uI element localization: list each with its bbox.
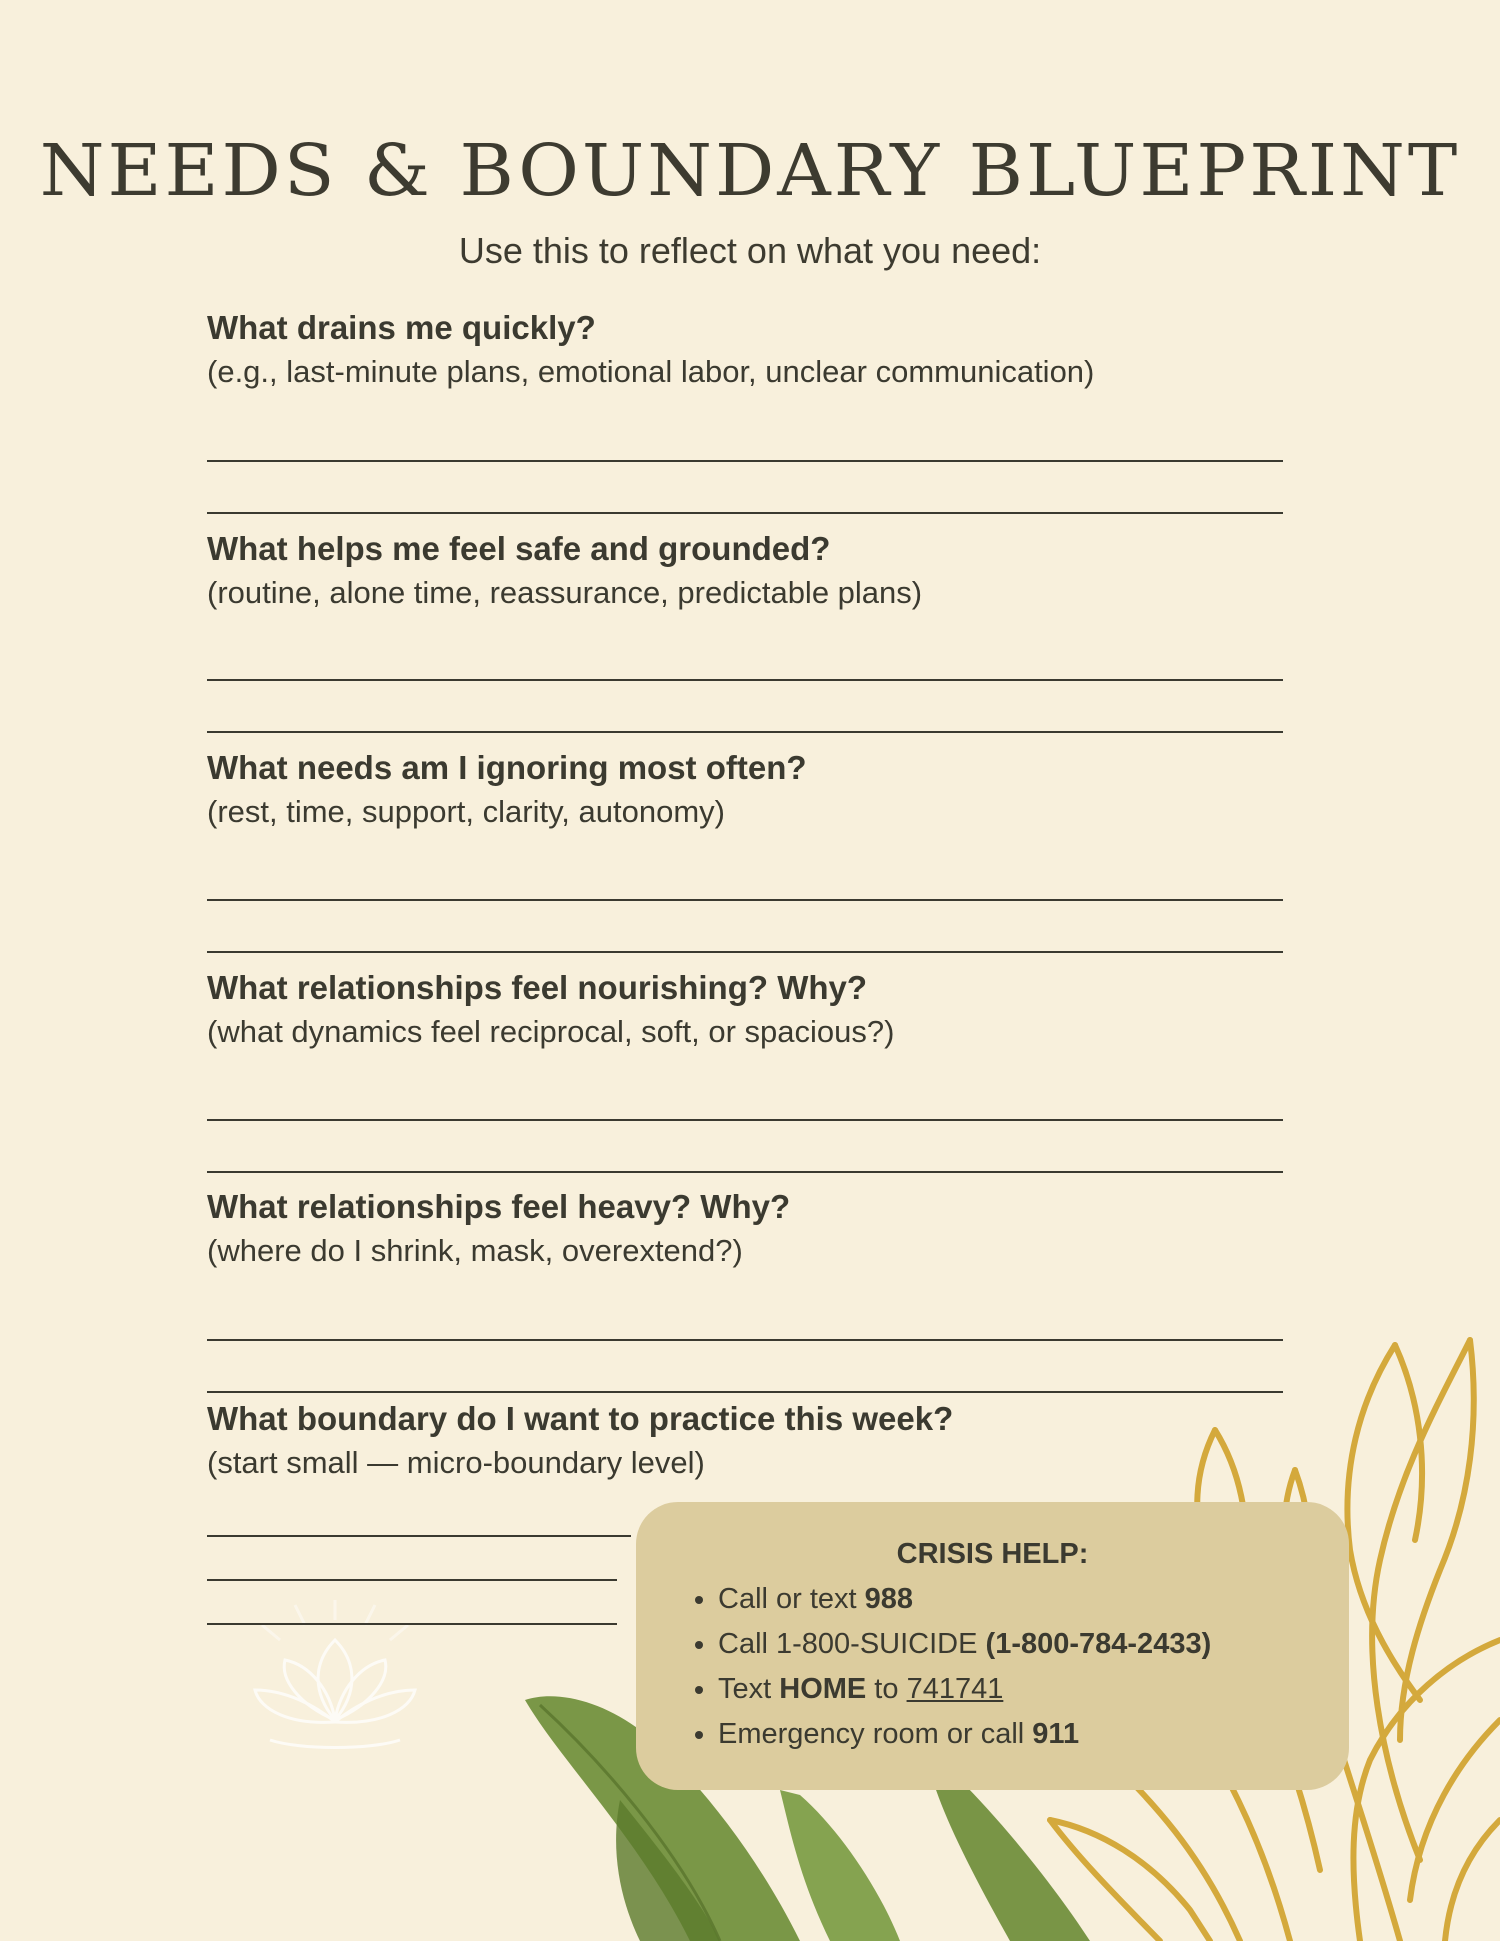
- crisis-item-text: Emergency room or call: [718, 1718, 1033, 1750]
- crisis-heading: CRISIS HELP:: [896, 1538, 1089, 1570]
- answer-line[interactable]: [207, 899, 1283, 901]
- prompt-question: What needs am I ignoring most often?: [207, 749, 807, 786]
- crisis-item: [718, 1622, 1309, 1667]
- answer-line[interactable]: [207, 1391, 1283, 1393]
- answer-line[interactable]: [207, 1171, 1283, 1173]
- page-title: NEEDS & BOUNDARY BLUEPRINT: [39, 129, 1461, 213]
- prompt-hint: (routine, alone time, reassurance, predictable plans): [207, 575, 923, 610]
- prompt-question: What drains me quickly?: [207, 309, 596, 346]
- answer-line[interactable]: [207, 1535, 631, 1537]
- crisis-item-keyword: HOME: [779, 1673, 867, 1705]
- crisis-item-text: to: [866, 1673, 907, 1705]
- answer-line[interactable]: [207, 460, 1283, 462]
- answer-line[interactable]: [207, 512, 1283, 514]
- prompt-hint: (where do I shrink, mask, overextend?): [207, 1233, 743, 1268]
- crisis-item-number: 911: [1032, 1718, 1080, 1750]
- crisis-item-text: Text: [718, 1673, 780, 1705]
- answer-line[interactable]: [207, 1119, 1283, 1121]
- answer-line[interactable]: [207, 1339, 1283, 1341]
- prompt-section: [207, 966, 1287, 1173]
- prompt-hint: (start small — micro-boundary level): [207, 1445, 705, 1480]
- prompt-question: What relationships feel heavy? Why?: [207, 1188, 791, 1225]
- crisis-item-text: Call or text: [718, 1583, 865, 1615]
- prompt-section: [207, 306, 1287, 514]
- crisis-item-number: (1-800-784-2433): [985, 1628, 1212, 1660]
- prompt-question: What helps me feel safe and grounded?: [207, 530, 831, 567]
- crisis-item-number: 988: [864, 1583, 914, 1615]
- prompt-hint: (e.g., last-minute plans, emotional labor, unclear communication): [207, 354, 1095, 389]
- prompt-hint: (rest, time, support, clarity, autonomy): [207, 794, 725, 829]
- prompt-question: What relationships feel nourishing? Why?: [207, 969, 868, 1006]
- prompt-section: [207, 746, 1287, 953]
- crisis-item-text: Call 1-800-SUICIDE: [718, 1628, 986, 1660]
- prompt-hint: (what dynamics feel reciprocal, soft, or spacious?): [207, 1014, 895, 1049]
- crisis-help-box: [636, 1502, 1349, 1790]
- prompt-question: What boundary do I want to practice this week?: [207, 1400, 954, 1437]
- page-subtitle: Use this to reflect on what you need:: [458, 230, 1042, 271]
- crisis-item: [718, 1577, 1309, 1622]
- prompt-section: [207, 1185, 1287, 1393]
- crisis-item: [718, 1712, 1309, 1757]
- crisis-text-line-link[interactable]: 741741: [906, 1673, 1004, 1705]
- answer-line[interactable]: [207, 951, 1283, 953]
- answer-line[interactable]: [207, 1579, 617, 1581]
- answer-line[interactable]: [207, 1623, 617, 1625]
- answer-line[interactable]: [207, 679, 1283, 681]
- crisis-list: [676, 1577, 1309, 1757]
- crisis-item: [718, 1667, 1309, 1712]
- prompt-section: [207, 527, 1287, 733]
- answer-line[interactable]: [207, 731, 1283, 733]
